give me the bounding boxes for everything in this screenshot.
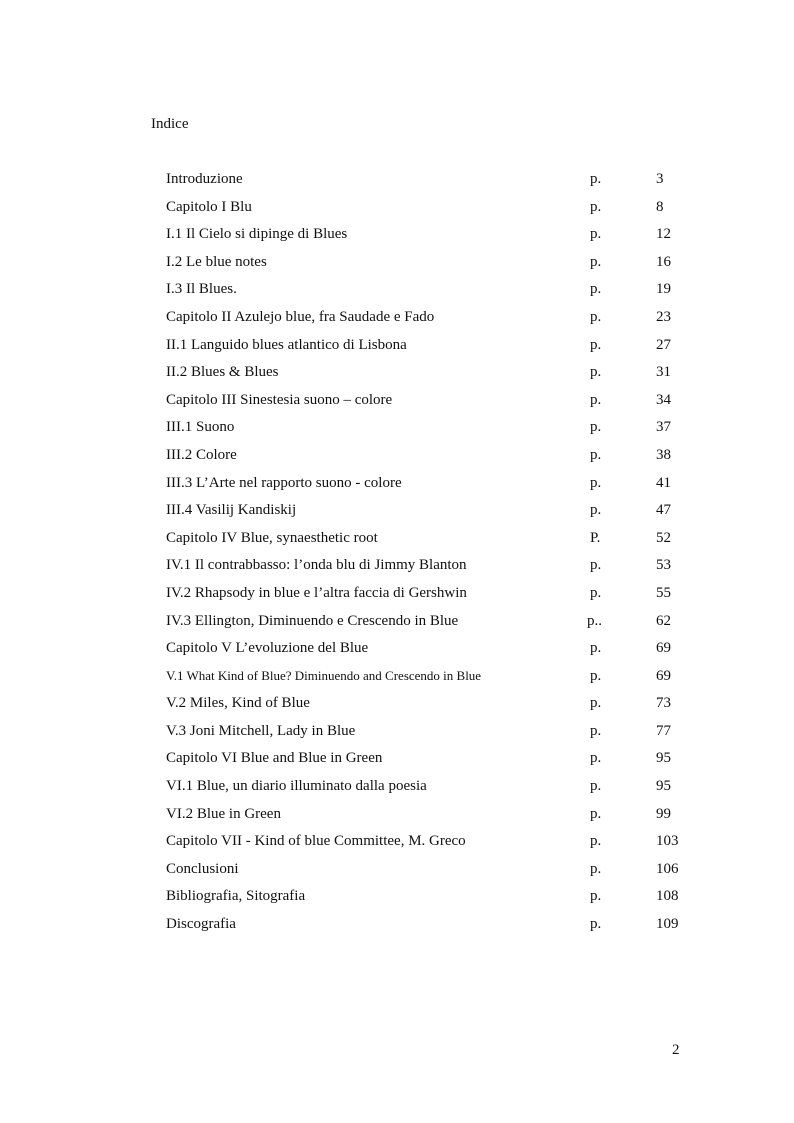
toc-entry-title: Introduzione [166,171,243,187]
toc-entry-page-number: 19 [656,281,671,298]
toc-entry-page-number: 77 [656,722,671,739]
toc-entry-page-label: p. [590,253,602,270]
toc-entry [166,610,686,638]
toc-entry-page-number: 108 [656,888,679,905]
toc-entry [166,389,686,417]
toc-entry-page-label: p. [590,364,602,381]
toc-entry-page-number: 12 [656,226,671,243]
toc-entry-title: I.3 Il Blues. [166,281,237,298]
toc-entry-page-number: 69 [656,667,671,684]
toc-entry-title: Capitolo VII - Kind of blue Committee, M. Greco [166,833,466,850]
toc-entry-page-number: 106 [656,860,679,877]
toc-entry-page-number: 31 [656,364,671,381]
toc-entry-page-label: p.. [587,612,602,629]
toc-entry [166,913,686,941]
toc-entry-title: Capitolo VI Blue and Blue in Green [166,750,383,767]
toc-entry [166,499,686,527]
toc-entry-page-number: 73 [656,695,671,712]
toc-entry [166,444,686,472]
toc-entry [166,637,686,665]
toc-entry-title: Conclusioni [166,860,239,877]
toc-entry [166,720,686,748]
toc-entry-title: V.2 Miles, Kind of Blue [166,695,310,712]
toc-entry-page-label: p. [590,805,602,822]
toc-entry-title: III.1 Suono [166,419,235,436]
toc-entry-page-number: 69 [656,640,671,657]
toc-entry-title: VI.2 Blue in Green [166,805,281,822]
toc-entry-page-number: 23 [656,308,671,325]
toc-entry-page-number: 34 [656,391,671,408]
toc-entry [166,775,686,803]
toc-entry-page-number: 41 [656,474,671,491]
toc-entry [166,527,686,555]
toc-entry [166,306,686,334]
toc-entry [166,692,686,720]
toc-entry-title: Capitolo III Sinestesia suono – colore [166,391,393,408]
toc-entry [166,472,686,500]
toc-entry-title: Capitolo I Blu [166,198,252,215]
toc-entry-page-number: 99 [656,805,671,822]
toc-entry [166,168,686,196]
toc-entry-page-label: p. [590,308,602,325]
toc-entry [166,416,686,444]
toc-entry-title: IV.2 Rhapsody in blue e l’altra faccia di Gershwin [166,584,467,601]
toc-entry-page-label: p. [590,778,602,795]
toc-entry-title: Bibliografia, Sitografia [166,888,306,905]
toc-entry [166,278,686,306]
toc-entry-page-number: 38 [656,446,671,463]
toc-entry-page-label: p. [590,888,602,905]
toc-entry-page-label: p. [590,226,602,243]
toc-entry-page-label: p. [590,557,602,574]
toc-entry-page-number: 8 [656,198,664,215]
toc-entry-page-label: p. [590,667,602,684]
table-of-contents [166,168,686,941]
toc-entry-page-number: 109 [656,916,679,933]
toc-entry-page-label: p. [590,336,602,353]
toc-entry-page-label: p. [590,722,602,739]
toc-entry-page-label: p. [590,281,602,298]
toc-entry [166,196,686,224]
toc-entry [166,858,686,886]
page-number: 2 [672,1042,680,1058]
toc-entry-page-number: 62 [656,612,671,629]
toc-entry-title: I.2 Le blue notes [166,253,267,270]
toc-entry-page-number: 16 [656,253,671,270]
toc-entry-title: III.3 L’Arte nel rapporto suono - colore [166,474,402,491]
toc-entry [166,803,686,831]
toc-entry-page-number: 103 [656,833,679,850]
toc-entry-title: Capitolo IV Blue, synaesthetic root [166,529,378,546]
toc-entry-page-label: p. [590,198,602,215]
toc-entry [166,665,686,693]
toc-entry-page-number: 95 [656,778,671,795]
toc-entry-title: V.1 What Kind of Blue? Diminuendo and Crescendo in Blue [166,667,482,683]
toc-entry-title: V.3 Joni Mitchell, Lady in Blue [166,722,356,739]
toc-entry-title: II.2 Blues & Blues [166,364,279,381]
toc-entry-page-label: P. [590,529,601,546]
toc-entry-page-label: p. [590,502,602,519]
toc-entry-page-number: 27 [656,336,671,353]
toc-entry-page-label: p. [590,171,602,187]
toc-entry-page-number: 52 [656,529,671,546]
toc-entry [166,251,686,279]
toc-entry-title: II.1 Languido blues atlantico di Lisbona [166,336,407,353]
toc-entry [166,830,686,858]
toc-entry-page-label: p. [590,640,602,657]
toc-entry-page-label: p. [590,833,602,850]
toc-entry-page-label: p. [590,750,602,767]
toc-entry-title: III.4 Vasilij Kandiskij [166,502,297,519]
toc-entry-title: Capitolo II Azulejo blue, fra Saudade e Fado [166,308,435,325]
toc-entry-page-label: p. [590,391,602,408]
toc-entry-page-number: 55 [656,584,671,601]
toc-entry [166,334,686,362]
toc-entry-title: IV.3 Ellington, Diminuendo e Crescendo in Blue [166,612,459,629]
toc-entry-page-number: 47 [656,502,671,519]
toc-entry-page-label: p. [590,419,602,436]
toc-entry-page-number: 3 [656,171,664,187]
toc-entry-page-number: 37 [656,419,671,436]
toc-entry [166,554,686,582]
toc-entry-page-number: 95 [656,750,671,767]
toc-entry-page-label: p. [590,860,602,877]
toc-entry-page-label: p. [590,695,602,712]
toc-entry-title: Discografia [166,916,236,933]
toc-entry-page-label: p. [590,446,602,463]
toc-entry-title: Capitolo V L’evoluzione del Blue [166,640,369,657]
toc-entry [166,361,686,389]
toc-entry [166,223,686,251]
toc-entry-title: IV.1 Il contrabbasso: l’onda blu di Jimmy Blanton [166,557,467,574]
toc-entry [166,885,686,913]
toc-entry [166,582,686,610]
toc-entry-page-label: p. [590,916,602,933]
toc-entry-title: III.2 Colore [166,446,237,463]
toc-entry-title: I.1 Il Cielo si dipinge di Blues [166,226,348,243]
toc-entry [166,747,686,775]
toc-entry-page-number: 53 [656,557,671,574]
toc-heading: Indice [151,116,189,132]
toc-entry-page-label: p. [590,474,602,491]
toc-entry-page-label: p. [590,584,602,601]
toc-entry-title: VI.1 Blue, un diario illuminato dalla poesia [166,778,427,795]
